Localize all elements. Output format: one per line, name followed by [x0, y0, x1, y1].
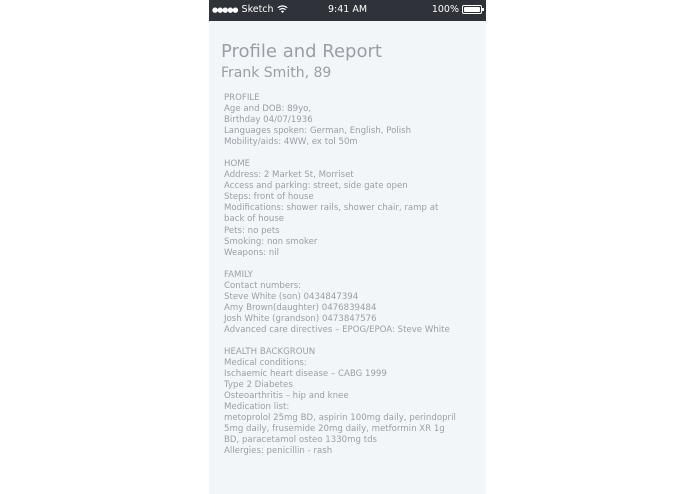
report-line: Osteoarthritis – hip and knee: [224, 391, 349, 402]
report-line: Contact numbers:: [224, 280, 302, 291]
status-bar: [209, 0, 486, 21]
section-title: PROFILE: [224, 93, 260, 103]
report-line: BD, paracetamol osteo 1330mg tds: [224, 435, 378, 446]
report-line: Amy Brown(daughter) 0476839484: [224, 302, 377, 313]
patient-name-age: Frank Smith, 89: [221, 65, 332, 81]
report-section: [224, 347, 474, 457]
main-content[interactable]: [209, 41, 486, 457]
report-line: Pets: no pets: [224, 225, 280, 236]
report-line: Weapons: nil: [224, 247, 280, 258]
report-line: back of house: [224, 214, 285, 225]
status-time: 9:41 AM: [327, 4, 368, 15]
report-line: Languages spoken: German, English, Polish: [224, 126, 412, 137]
section-title: HOME: [224, 159, 251, 170]
report-line: Steve White (son) 0434847394: [224, 291, 359, 302]
report-line: Address: 2 Market St, Morriset: [224, 170, 354, 181]
signal-strength-icon: ●●●●●: [212, 5, 238, 14]
page-title: Profile and Report: [221, 41, 382, 62]
section-title: HEALTH BACKGROUN: [224, 346, 316, 357]
report-body: [221, 93, 474, 457]
report-line: metoprolol 25mg BD, aspirin 100mg daily, perindopril: [224, 413, 456, 424]
report-line: Advanced care directives – EPOG/EPOA: Steve White: [224, 324, 450, 335]
carrier-name: Sketch: [241, 4, 274, 15]
report-line: Age and DOB: 89yo,: [224, 104, 312, 115]
status-right: [432, 4, 482, 15]
report-line: Ischaemic heart disease – CABG 1999: [224, 369, 387, 380]
section-title: FAMILY: [224, 269, 253, 280]
battery-fill: [464, 7, 480, 12]
report-section: [224, 270, 474, 336]
report-line: Access and parking: street, side gate open: [224, 181, 408, 192]
report-line: Medication list:: [224, 402, 290, 413]
report-line: Allergies: penicillin - rash: [224, 446, 333, 457]
report-section: [224, 93, 474, 148]
report-line: Smoking: non smoker: [224, 236, 318, 247]
phone-screen: [209, 0, 486, 494]
report-line: Birthday 04/07/1936: [224, 115, 313, 126]
report-section: [224, 159, 474, 258]
report-line: Mobility/aids: 4WW, ex tol 50m: [224, 137, 358, 148]
battery-percentage: 100%: [431, 4, 459, 15]
report-line: Modifications: shower rails, shower chair, ramp at: [224, 203, 439, 214]
report-line: Type 2 Diabetes: [224, 380, 293, 391]
report-line: Josh White (grandson) 0473847576: [224, 313, 377, 324]
report-line: Steps: front of house: [224, 192, 314, 203]
report-line: Medical conditions:: [224, 357, 307, 368]
report-line: 5mg daily, frusemide 20mg daily, metformin XR 1g: [224, 424, 445, 435]
battery-icon: [462, 5, 482, 14]
